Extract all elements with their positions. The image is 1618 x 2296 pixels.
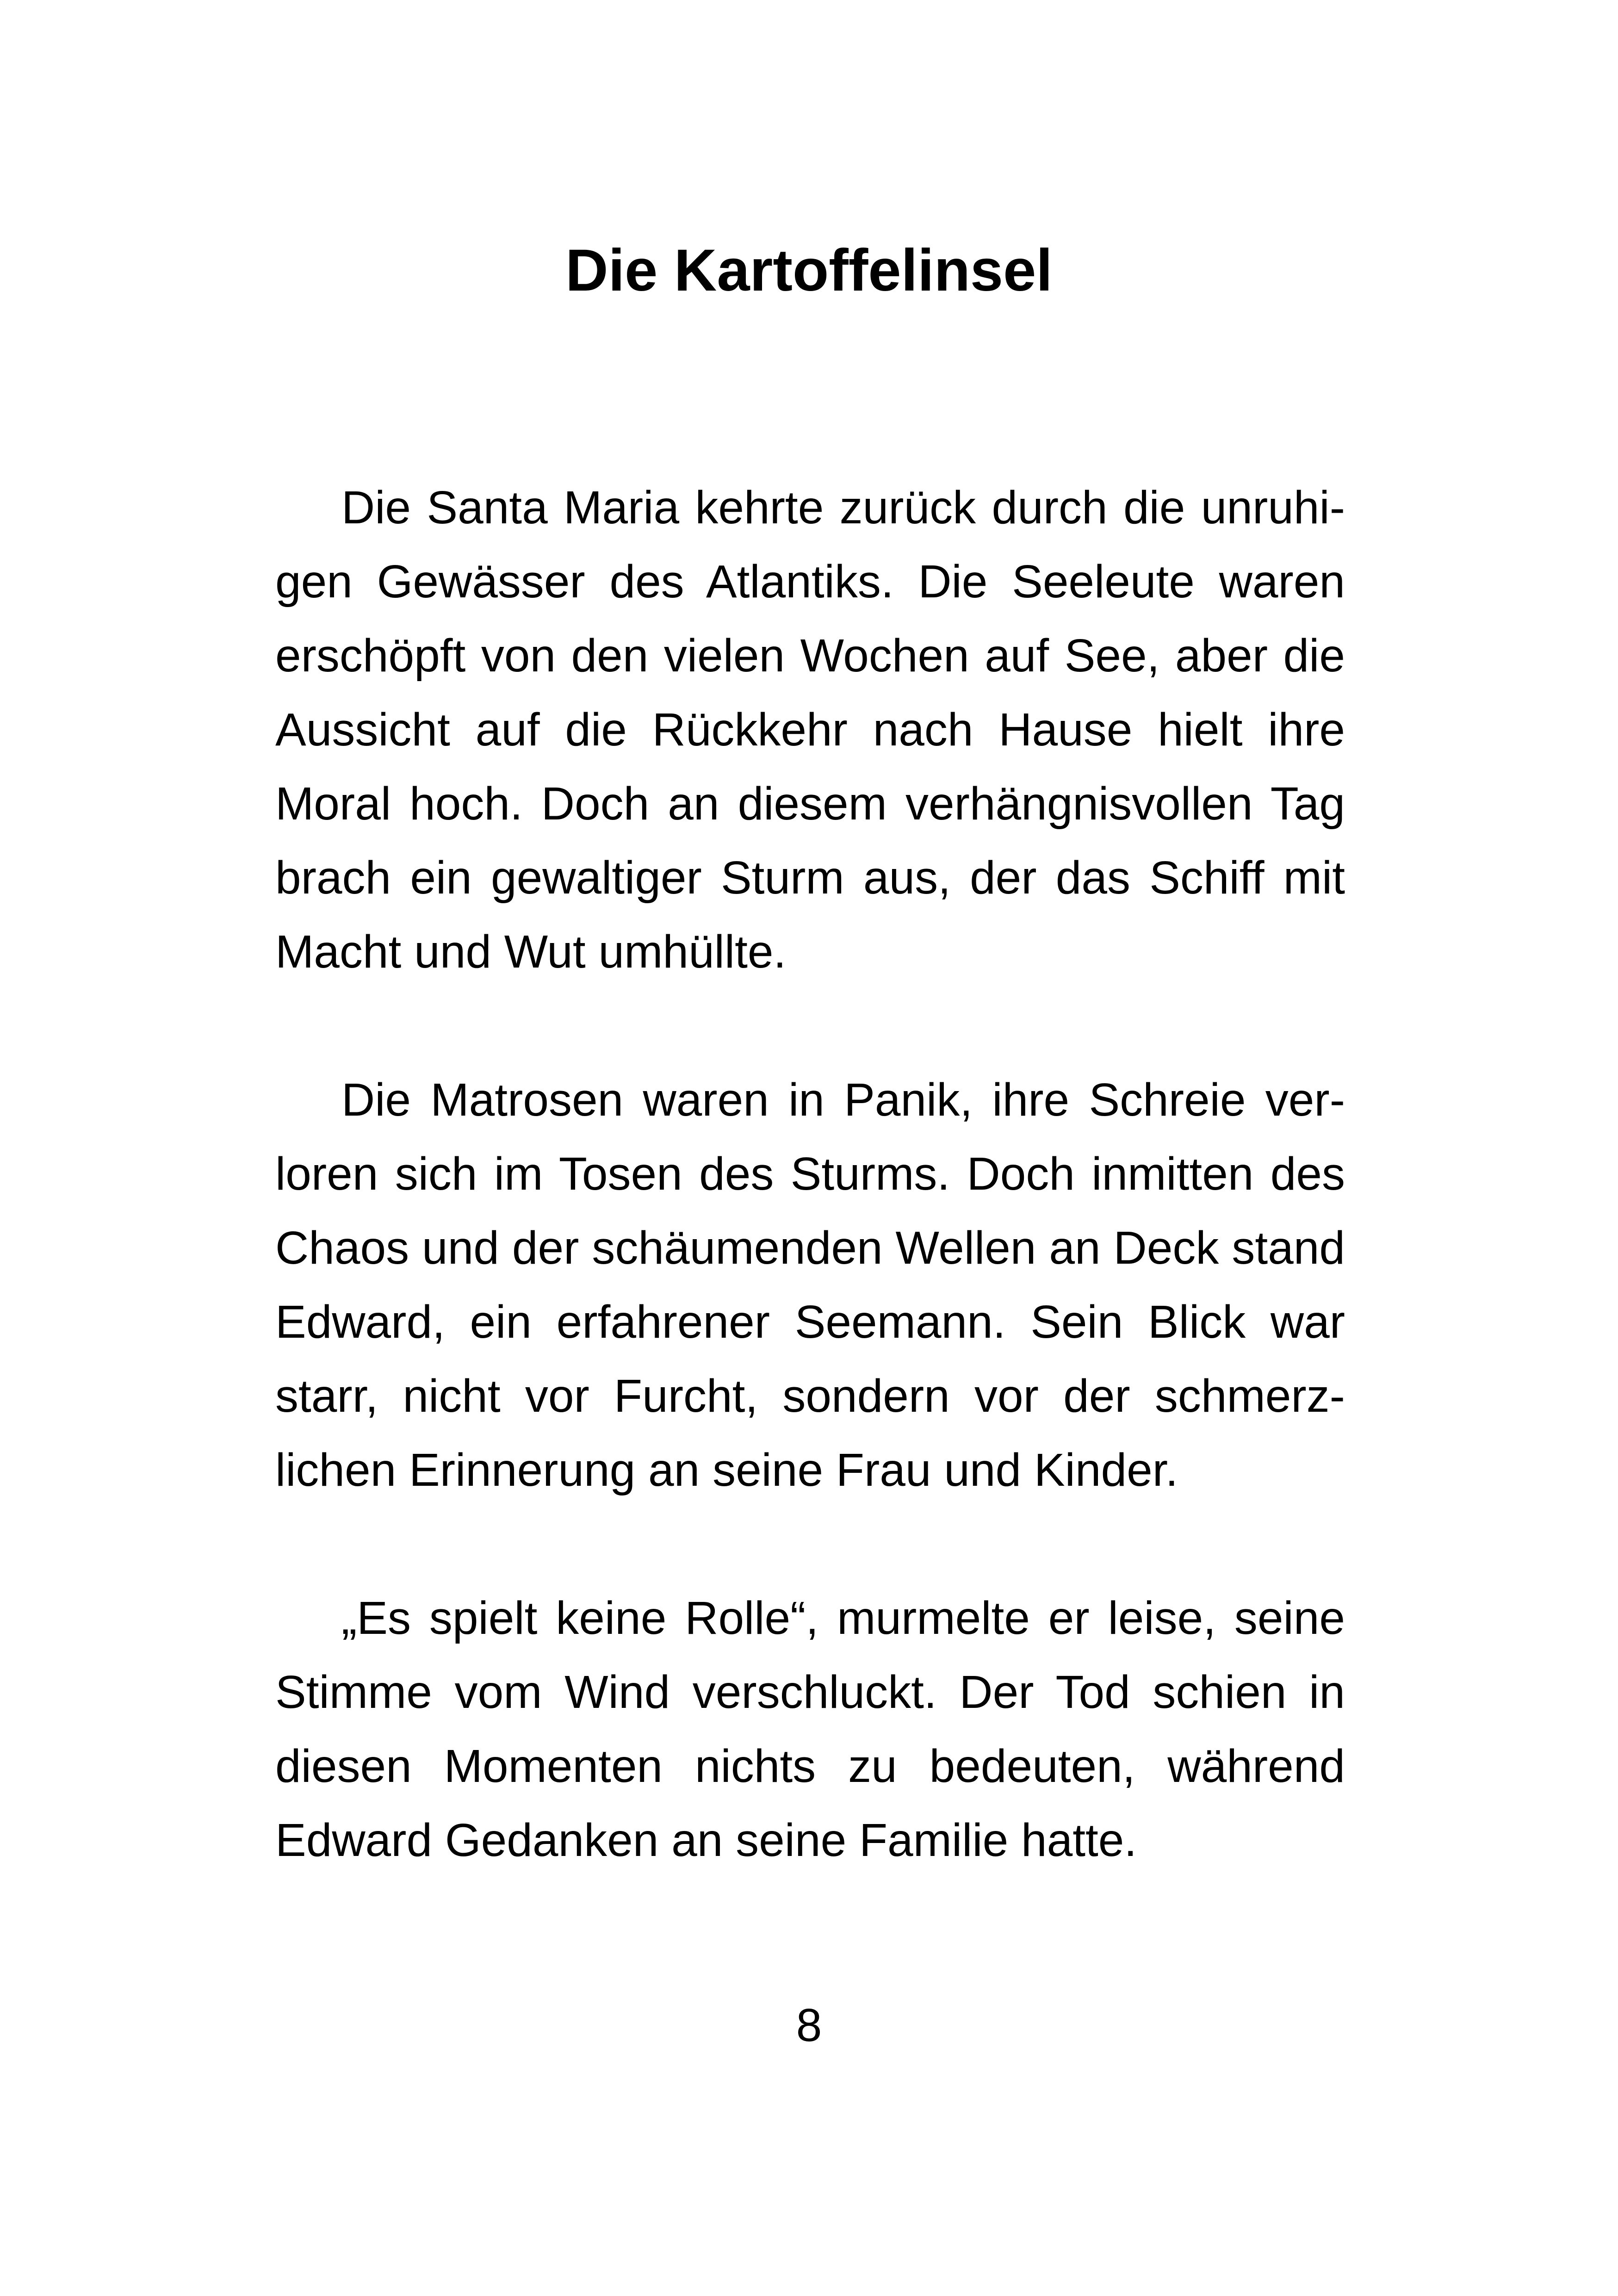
- text-line: gen Gewässer des Atlantiks. Die Seeleute waren: [275, 556, 1345, 608]
- paragraph-2: [275, 1063, 1345, 1507]
- text-line: loren sich im Tosen des Sturms. Doch inmitten des: [275, 1148, 1345, 1200]
- text-line: „Es spielt keine Rolle“, murmelte er leise, seine: [341, 1592, 1345, 1644]
- text-line: Die Santa Maria kehrte zurück durch die unruhi-: [341, 482, 1345, 534]
- text-line: diesen Momenten nichts zu bedeuten, während: [275, 1740, 1345, 1792]
- text-line: Edward Gedanken an seine Familie hatte.: [275, 1814, 1137, 1866]
- page-number: 8: [796, 1999, 822, 2051]
- text-line: starr, nicht vor Furcht, sondern vor der schmerz-: [275, 1370, 1345, 1422]
- text-line: Macht und Wut umhüllte.: [275, 926, 787, 978]
- text-line: Die Matrosen waren in Panik, ihre Schreie ver-: [341, 1074, 1345, 1126]
- text-line: Chaos und der schäumenden Wellen an Deck stand: [275, 1222, 1345, 1274]
- text-line: lichen Erinnerung an seine Frau und Kinder.: [275, 1444, 1178, 1496]
- chapter-title: Die Kartoffelinsel: [565, 237, 1053, 304]
- paragraph-1: [275, 471, 1345, 989]
- text-line: erschöpft von den vielen Wochen auf See, aber die: [275, 630, 1345, 682]
- text-line: Aussicht auf die Rückkehr nach Hause hielt ihre: [275, 704, 1345, 756]
- text-line: Moral hoch. Doch an diesem verhängnisvollen Tag: [275, 778, 1345, 830]
- text-line: Edward, ein erfahrener Seemann. Sein Blick war: [275, 1296, 1345, 1348]
- paragraph-3: [275, 1581, 1345, 1877]
- text-line: brach ein gewaltiger Sturm aus, der das Schiff mit: [275, 852, 1345, 904]
- text-line: Stimme vom Wind verschluckt. Der Tod schien in: [275, 1666, 1345, 1718]
